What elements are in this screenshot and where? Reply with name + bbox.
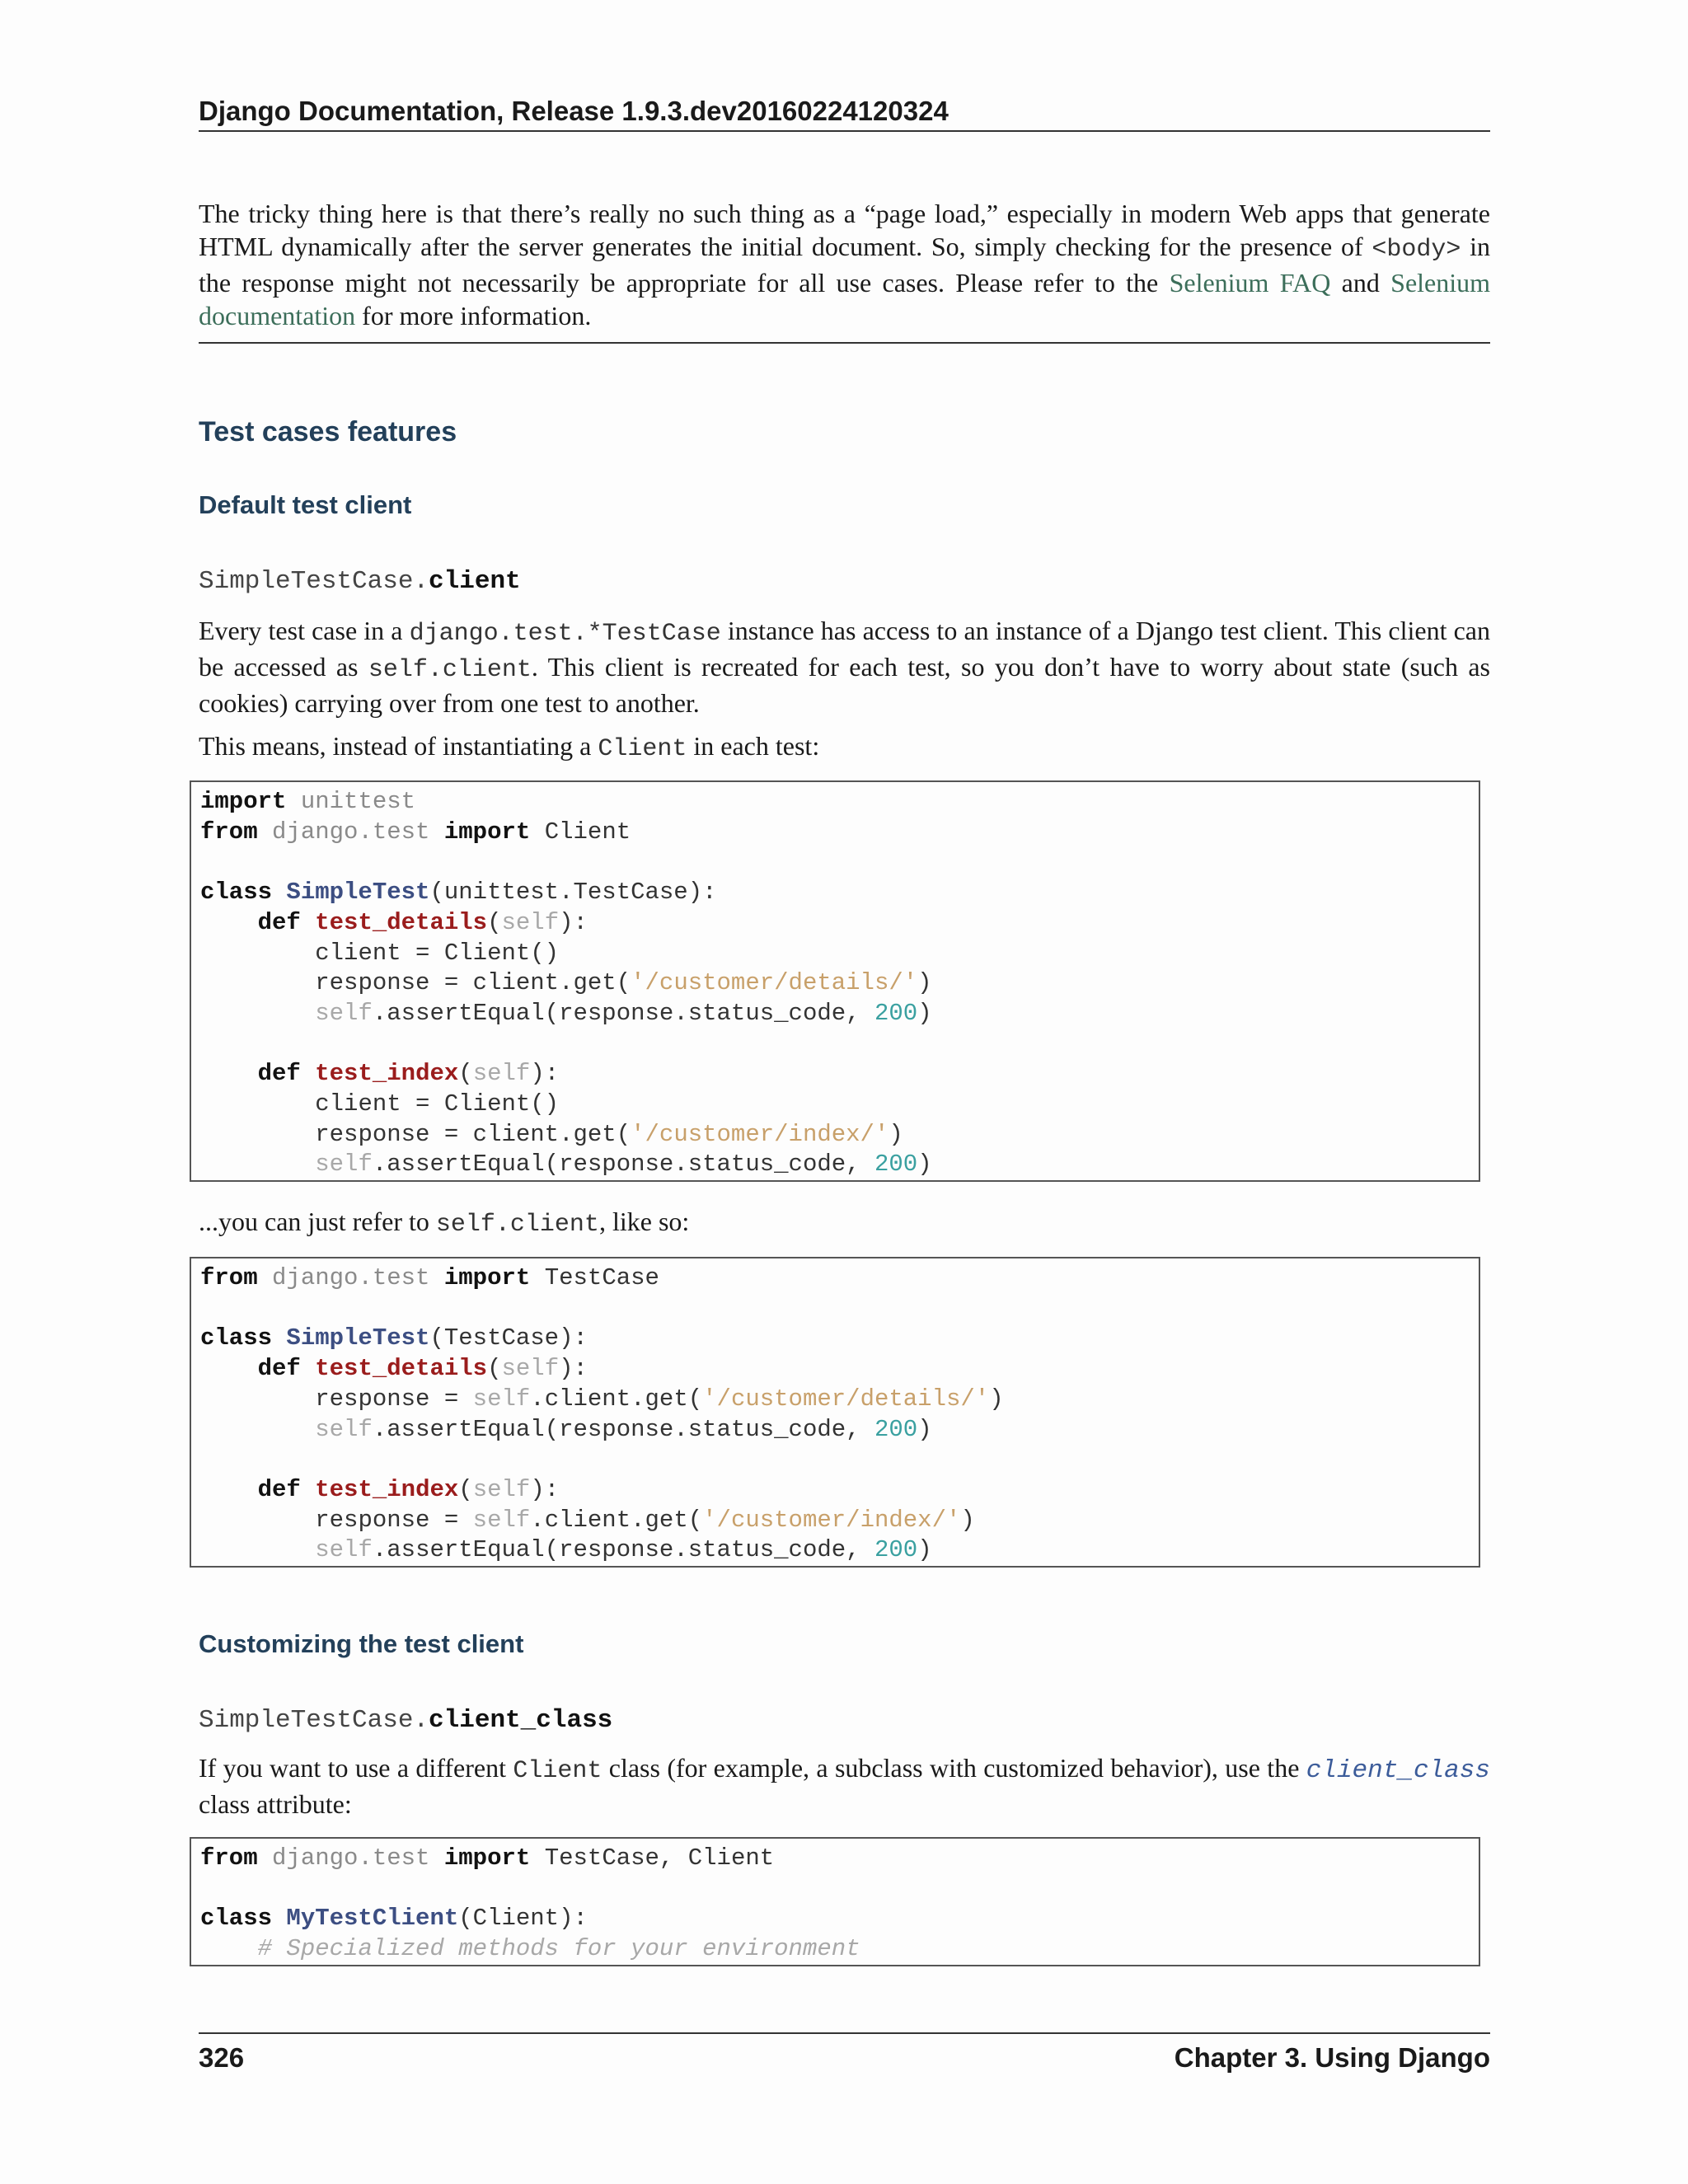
code-block-custom-client: from django.test import TestCase, Client class MyTestClient(Client): # Specialized methods for your environment	[190, 1837, 1480, 1966]
inline-code-body: <body>	[1372, 236, 1461, 264]
chapter-title: Chapter 3. Using Django	[1174, 2042, 1490, 2073]
page-number: 326	[199, 2042, 245, 2073]
client-class-link[interactable]: client_class	[1306, 1756, 1490, 1785]
paragraph-self-client: ...you can just refer to self.client, like so:	[199, 1207, 690, 1239]
paragraph-client-class: If you want to use a different Client class (for example, a subclass with customized behavior), use the client_class class attribute:	[199, 1753, 1490, 1819]
heading-customizing-test-client: Customizing the test client	[199, 1629, 524, 1658]
heading-default-test-client: Default test client	[199, 490, 412, 519]
note-paragraph: The tricky thing here is that there’s really no such thing as a “page load,” especially in modern Web apps that generate HTML dynamically after the server generates the initial document. So, simply checking for the presence of <body> in the response might not necessarily be appropriate for all use cases. Please refer to the Selenium FAQ and Selenium documentation for more information.	[199, 197, 1490, 344]
attribute-signature-client-class: SimpleTestCase.client_class	[199, 1706, 613, 1735]
section-title: Test cases features	[199, 416, 457, 448]
document-page	[199, 0, 1490, 2184]
page-footer	[199, 2032, 1490, 2074]
selenium-documentation-link[interactable]: Selenium documentation	[199, 268, 1491, 330]
paragraph-instead: This means, instead of instantiating a Client in each test:	[199, 731, 820, 763]
attribute-signature-client: SimpleTestCase.client	[199, 567, 521, 596]
paragraph-client-description: Every test case in a django.test.*TestCase instance has access to an instance of a Django test client. This client can be accessed as self.client. This client is recreated for each test, so you don’t have to worry about state (such as cookies) carrying over from one test to another.	[199, 616, 1491, 718]
code-block-unittest-client: import unittest from django.test import Client class SimpleTest(unittest.TestCase): def test_details(self): client = Client() response = client.get('/customer/details/') self.assertEqual(response.status_code, 200) def test_index(self): client = Client() response = client.get('/customer/index/') self.assertEqual(response.status_code, 200)	[190, 780, 1480, 1182]
running-header: Django Documentation, Release 1.9.3.dev20160224120324	[199, 92, 1490, 132]
selenium-faq-link[interactable]: Selenium FAQ	[1169, 268, 1331, 298]
code-block-testcase-self-client: from django.test import TestCase class SimpleTest(TestCase): def test_details(self): response = self.client.get('/customer/details/') self.assertEqual(response.status_code, 200) def test_index(self): response = self.client.get('/customer/index/') self.assertEqual(response.status_code, 200)	[190, 1257, 1480, 1568]
